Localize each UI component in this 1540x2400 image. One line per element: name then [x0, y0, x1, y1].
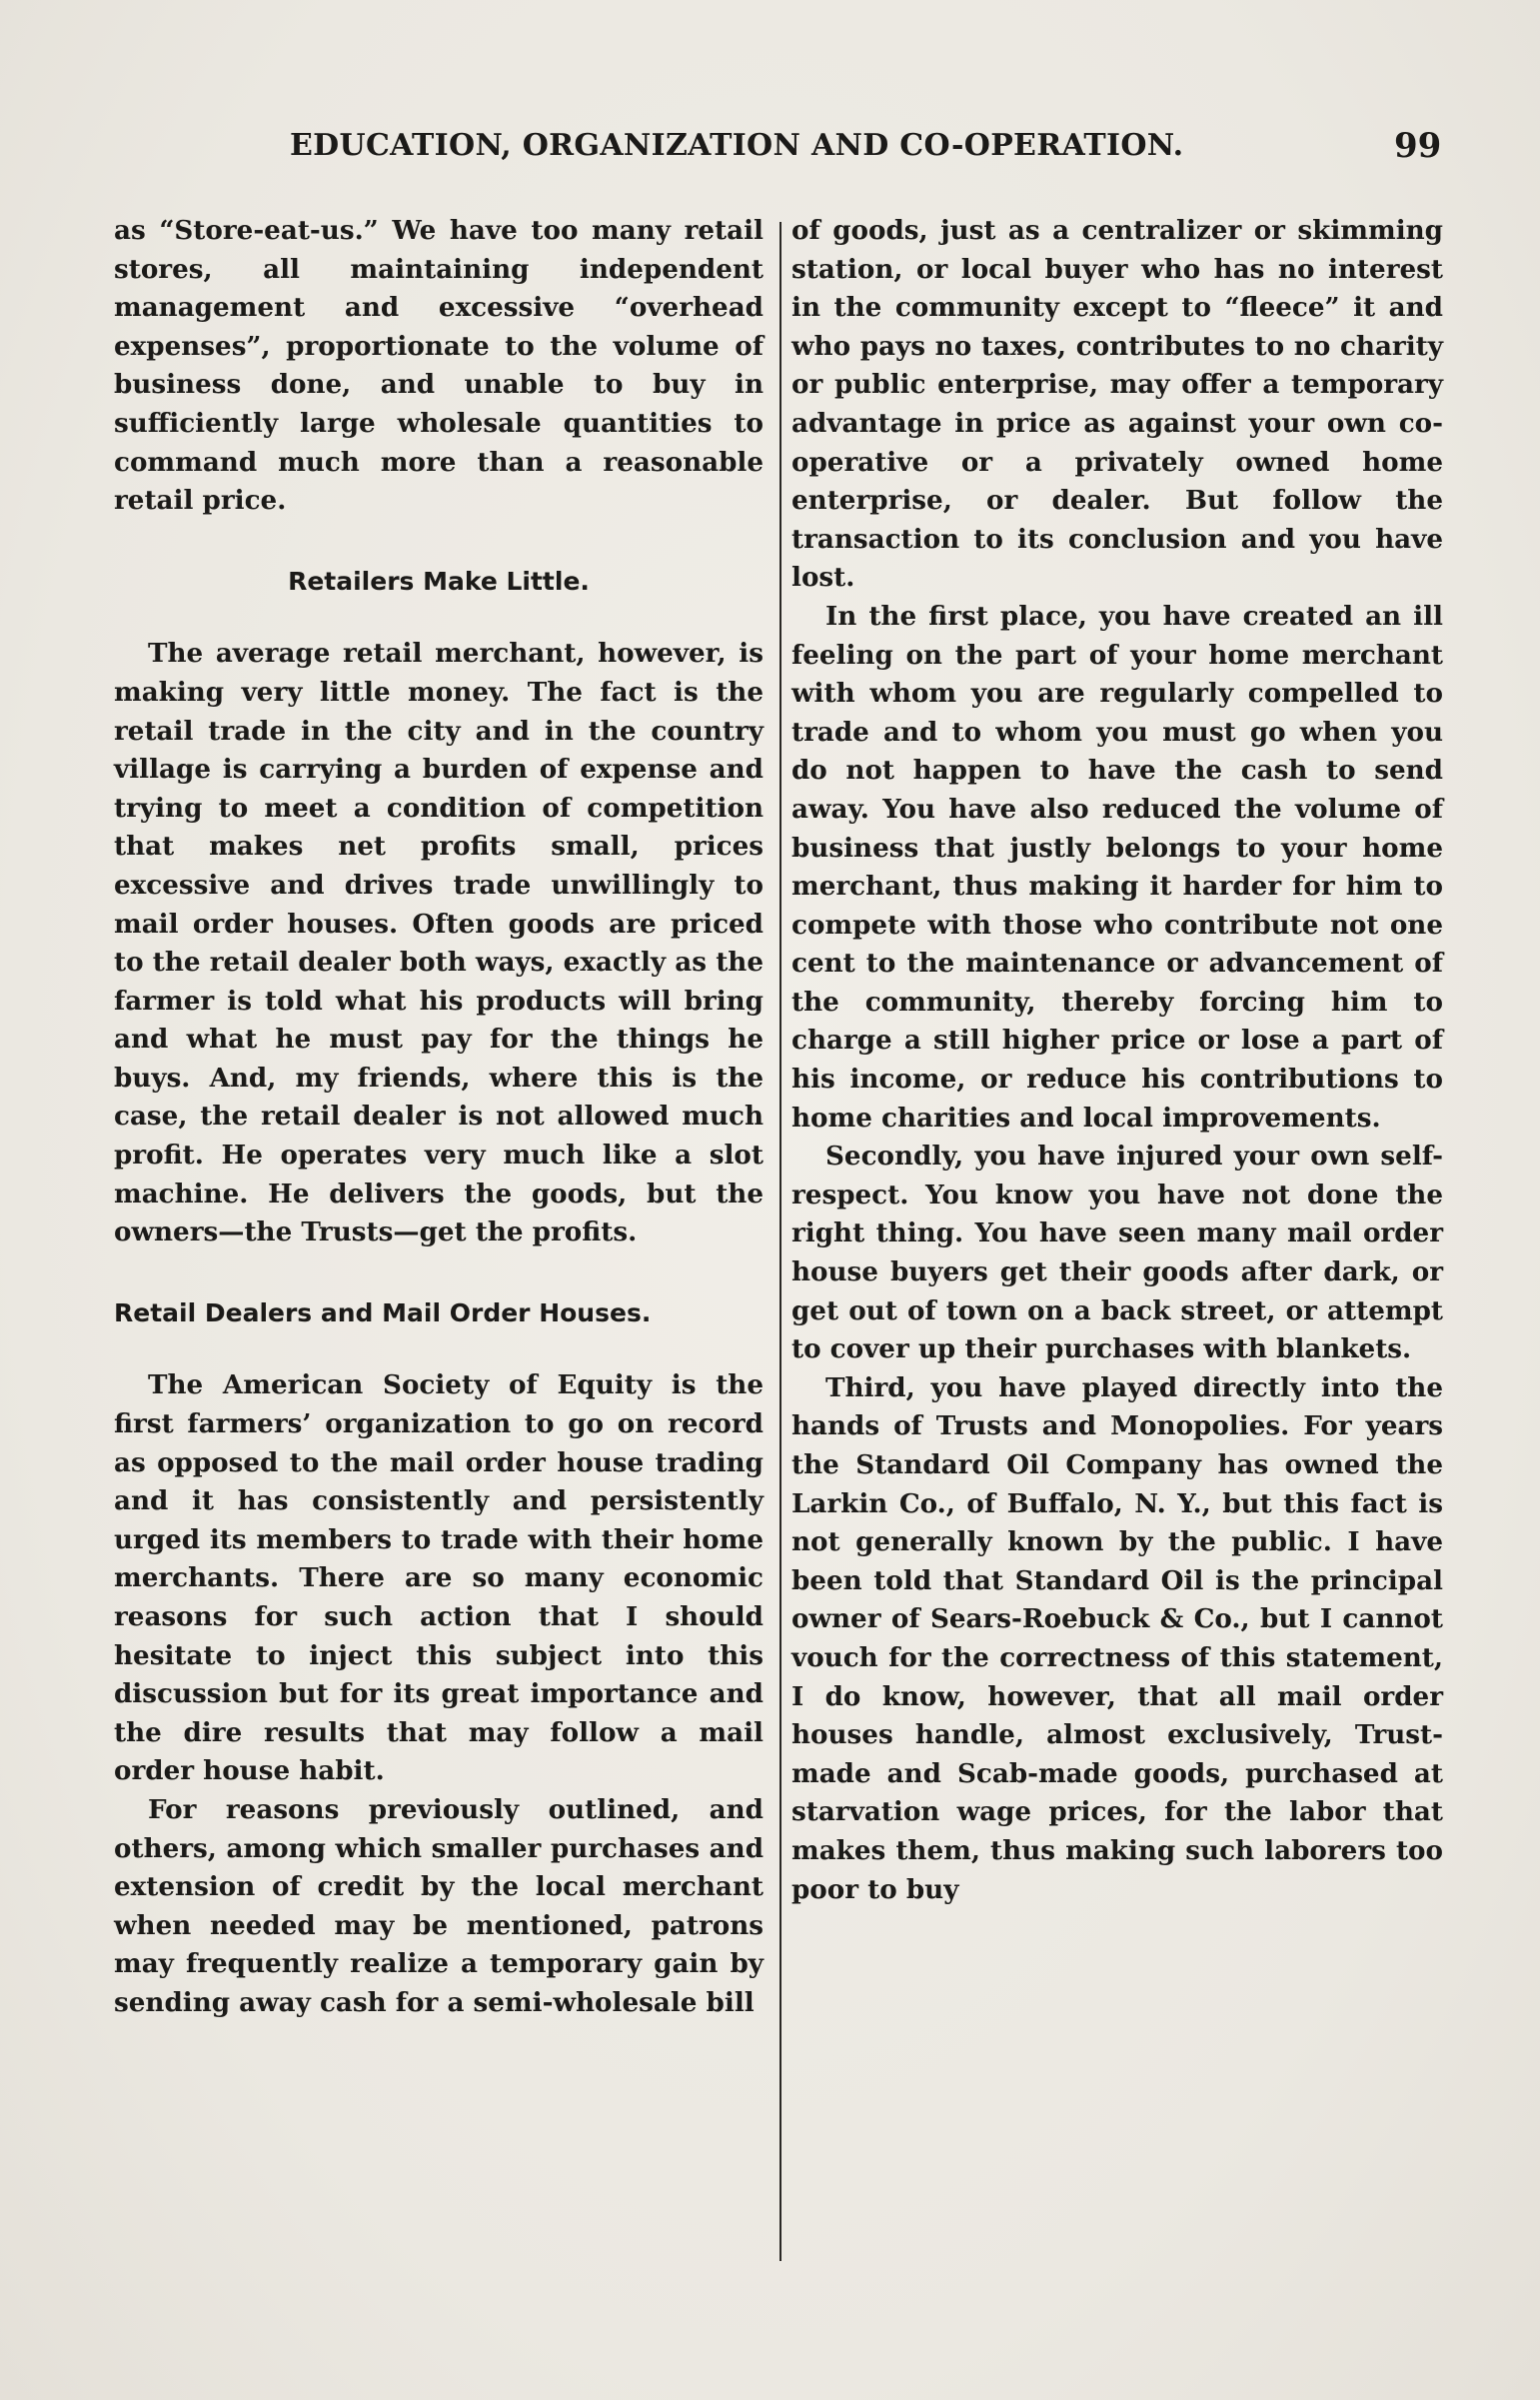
paragraph: The average retail merchant, however, is making very little money. The fact is the retail trade in the city and in the country village is carrying a burden of expense and trying to meet a condition of competition that makes net profits small, prices excessive and drives trade unwillingly to mail order houses. Often goods are priced to the retail dealer both ways, exactly as the farmer is told what his products will bring and what he must pay for the things he buys. And, my friends, where this is the case, the retail dealer is not allowed much profit. He operates very much like a slot machine. He delivers the goods, but the owners—the Trusts—get the profits.: [114, 638, 764, 1248]
page-number: 99: [1394, 126, 1442, 166]
left-column: [114, 212, 764, 2023]
paragraph-continued: of goods, just as a centralizer or skimming station, or local buyer who has no interest in the community except to “fleece” it and who pays no taxes, contributes to no charity or public enterprise, may offer a temporary advantage in price as against your own co-operative or a privately owned home enterprise, or dealer. But follow the transaction to its conclusion and you have lost.: [791, 215, 1443, 594]
paragraph-continued: as “Store-eat-us.” We have too many retail stores, all maintaining independent management and excessive “overhead expenses”, proportionate to the volume of business done, and unable to buy in sufficiently large wholesale quantities to command much more than a reasonable retail price.: [114, 215, 764, 517]
column-rule: [779, 222, 781, 2261]
section-heading-retailers-make-little: Retailers Make Little.: [288, 566, 590, 596]
paragraph: Third, you have played directly into the hands of Trusts and Monopolies. For years the Standard Oil Company has owned the Larkin Co., of Buffalo, N. Y., but this fact is not generally known by the public. I have been told that Standard Oil is the principal owner of Sears-Roebuck & Co., but I cannot vouch for the correctness of this statement, I do know, however, that all mail order houses handle, almost exclusively, Trust-made and Scab-made goods, purchased at starvation wage prices, for the labor that makes them, thus making such laborers too poor to buy: [791, 1371, 1443, 1905]
right-column: [791, 212, 1443, 1909]
paragraph: Secondly, you have injured your own self-respect. You know you have not done the right thing. You have seen many mail order house buyers get their goods after dark, or get out of town on a back street, or attempt to cover up their purchases with blankets.: [791, 1141, 1443, 1365]
paragraph: For reasons previously outlined, and others, among which smaller purchases and extension of credit by the local merchant when needed may be mentioned, patrons may frequently realize a temporary gain by sending away cash for a semi-wholesale bill: [114, 1793, 764, 2018]
paragraph: The American Society of Equity is the first farmers’ organization to go on record as opposed to the mail order house trading and it has consistently and persistently urged its members to trade with their home merchants. There are so many economic reasons for such action that I should hesitate to inject this subject into this discussion but for its great importance and the dire results that may follow a mail order house habit.: [114, 1369, 764, 1787]
paragraph: In the first place, you have created an ill feeling on the part of your home merchant with whom you are regularly compelled to trade and to whom you must go when you do not happen to have the cash to send away. You have also reduced the volume of business that justly belongs to your home merchant, thus making it harder for him to compete with those who contribute not one cent to the maintenance or advancement of the community, thereby forcing him to charge a still higher price or lose a part of his income, or reduce his contributions to home charities and local improvements.: [791, 600, 1443, 1134]
running-head: EDUCATION, ORGANIZATION AND CO-OPERATION.: [290, 128, 1184, 163]
section-heading-retail-dealers-mail-order: Retail Dealers and Mail Order Houses.: [114, 1297, 652, 1327]
